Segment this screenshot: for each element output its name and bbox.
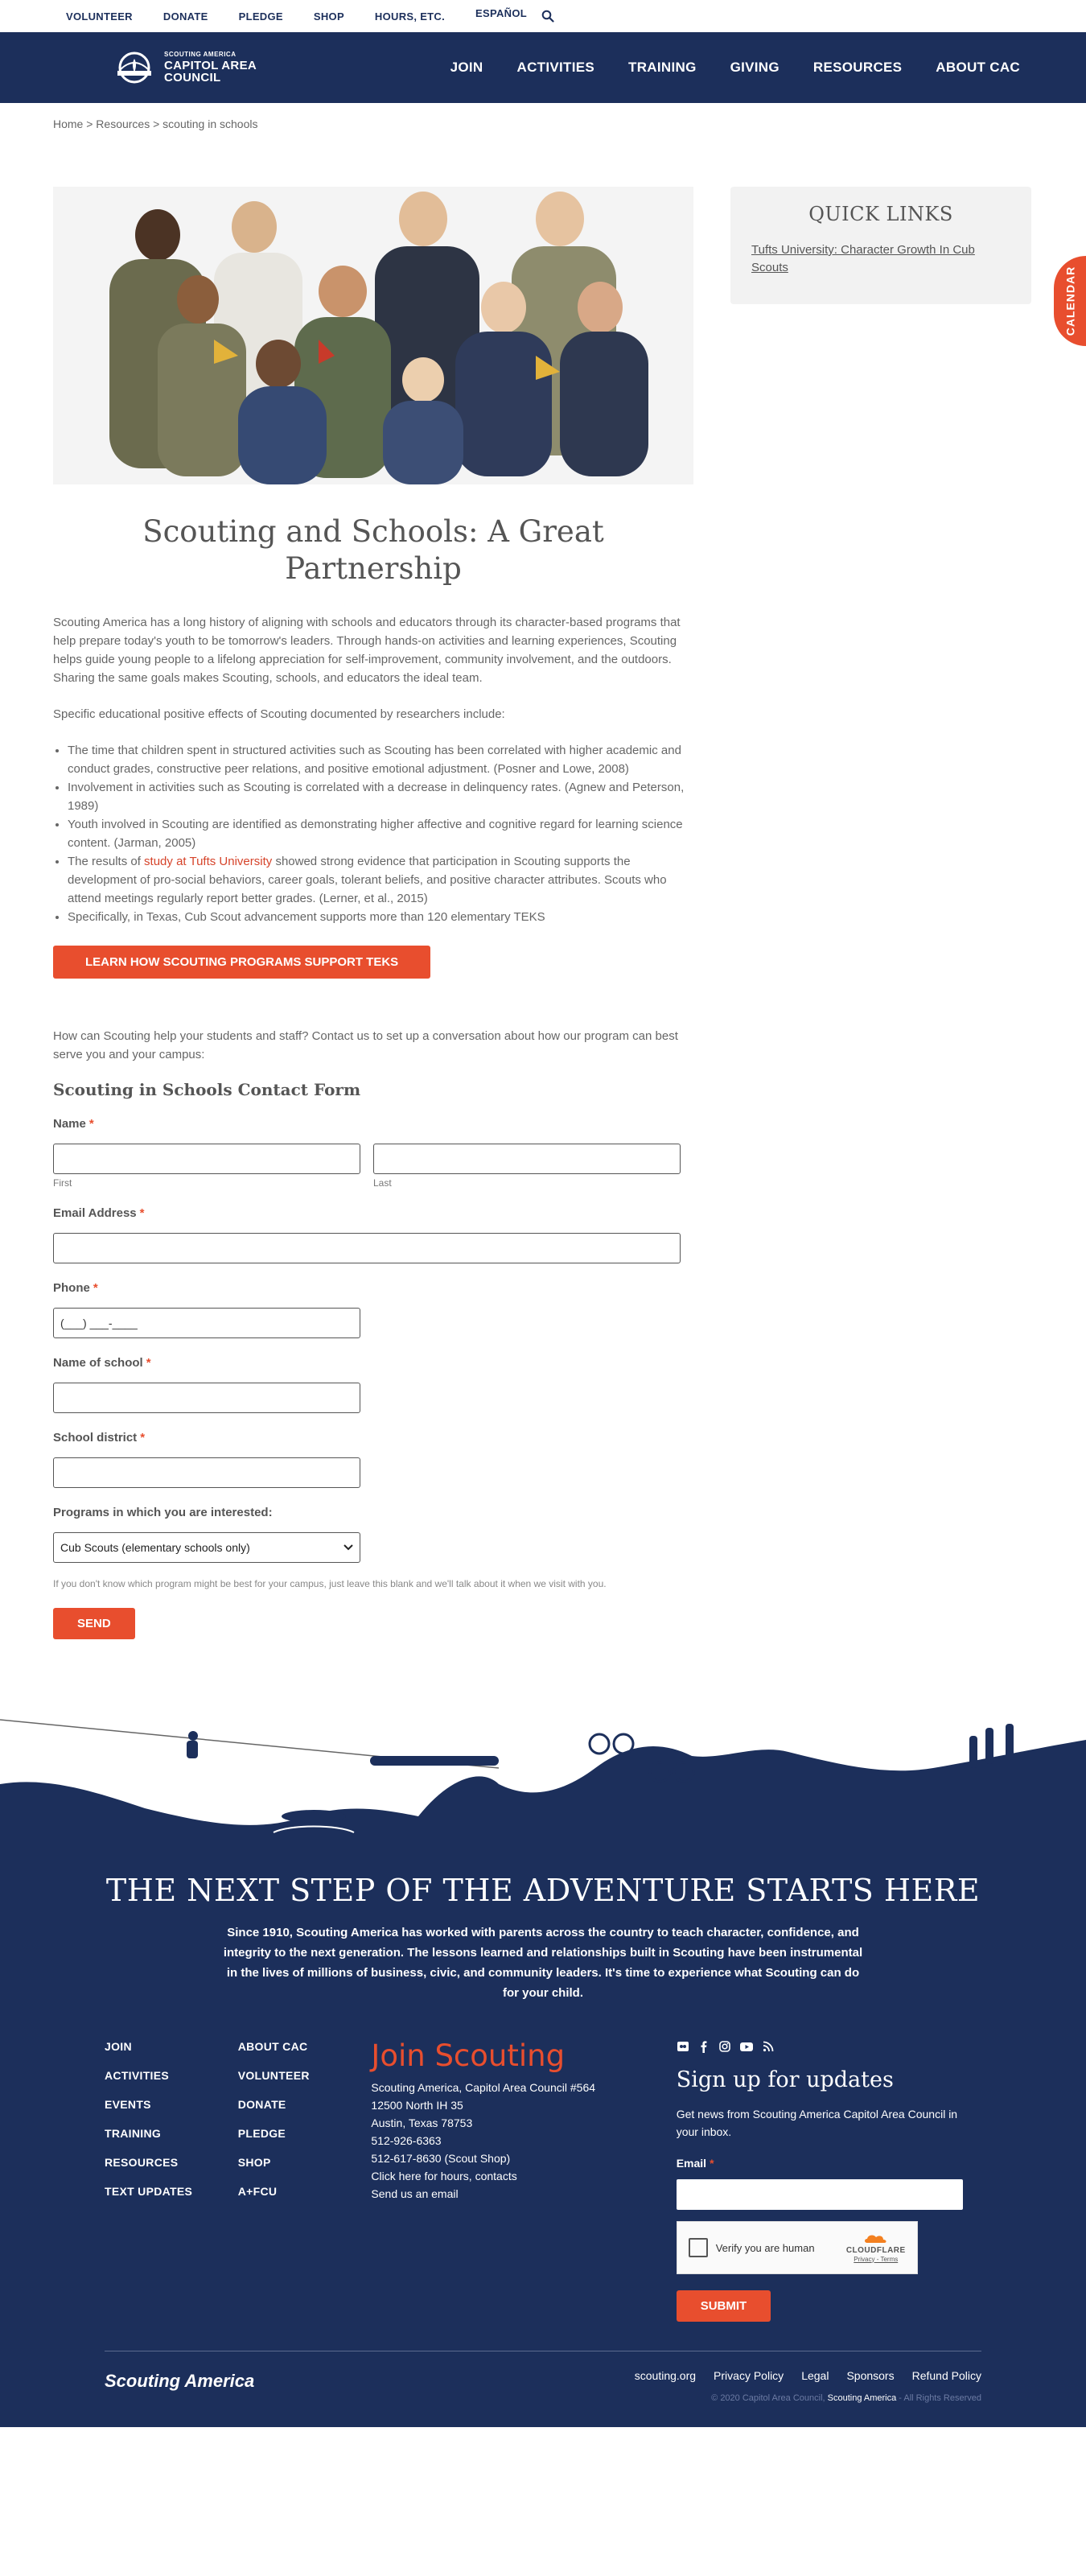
email-label: Email Address * xyxy=(53,1206,145,1220)
address-line: Austin, Texas 78753 xyxy=(371,2116,473,2129)
tufts-pre: The results of xyxy=(68,855,145,868)
instagram-icon[interactable] xyxy=(718,2040,731,2053)
first-name-input[interactable] xyxy=(53,1144,360,1174)
nav-activities[interactable]: ACTIVITIES xyxy=(516,60,595,75)
council-logo[interactable] xyxy=(111,52,257,84)
effect-item-tufts xyxy=(68,852,693,908)
footer-link-volunteer[interactable]: VOLUNTEER xyxy=(237,2069,310,2082)
nav-resources[interactable]: RESOURCES xyxy=(812,60,903,75)
teks-button[interactable]: LEARN HOW SCOUTING PROGRAMS SUPPORT TEKS xyxy=(53,946,430,979)
topbar-link-pledge[interactable]: PLEDGE xyxy=(238,10,283,23)
topbar-link-espanol[interactable]: ESPAÑOL xyxy=(475,6,527,19)
programs-group xyxy=(53,1506,693,1563)
school-label: Name of school * xyxy=(53,1356,151,1370)
captcha-checkbox[interactable] xyxy=(689,2238,708,2257)
footer-body xyxy=(0,1873,1086,2427)
school-group xyxy=(53,1356,693,1413)
footer-link-resources[interactable]: RESOURCES xyxy=(105,2156,179,2169)
footer-bottom-links xyxy=(635,2369,981,2382)
phone-group xyxy=(53,1281,693,1338)
logo-line2: CAPITOL AREA xyxy=(164,59,257,72)
required-marker: * xyxy=(88,1117,94,1131)
calendar-tab-label: CALENDAR xyxy=(1063,266,1076,336)
join-title[interactable]: Join Scouting xyxy=(371,2038,566,2073)
facebook-icon[interactable] xyxy=(697,2040,710,2053)
adventure-title: THE NEXT STEP OF THE ADVENTURE STARTS HERE xyxy=(105,1873,981,1908)
quick-links-title: QUICK LINKS xyxy=(808,203,953,225)
signup-title: Sign up for updates xyxy=(676,2067,894,2092)
content-column xyxy=(53,187,693,1639)
footer-col-2 xyxy=(238,2040,372,2322)
nav-giving[interactable]: GIVING xyxy=(730,60,780,75)
sidebar xyxy=(730,187,1031,1639)
footer-link-refund[interactable]: Refund Policy xyxy=(911,2369,981,2382)
quick-link-tufts[interactable]: Tufts University: Character Growth In Cub Scouts xyxy=(751,243,975,274)
effects-lead: Specific educational positive effects of Scouting documented by researchers include: xyxy=(53,707,505,721)
cloudflare-logo xyxy=(846,2232,906,2264)
send-button[interactable]: SEND xyxy=(53,1608,135,1639)
email-group xyxy=(53,1206,693,1263)
topbar-link-donate[interactable]: DONATE xyxy=(162,10,208,23)
logo-line3: COUNCIL xyxy=(164,71,221,84)
email-us-link[interactable]: Send us an email xyxy=(371,2187,459,2200)
name-group xyxy=(53,1117,693,1189)
programs-select[interactable] xyxy=(53,1532,360,1563)
site-footer xyxy=(0,1712,1086,2427)
last-sublabel: Last xyxy=(373,1177,392,1189)
signup-email-label: Email * xyxy=(676,2157,714,2170)
form-title: Scouting in Schools Contact Form xyxy=(53,1080,361,1099)
quick-links-box xyxy=(730,187,1031,304)
signup-text: Get news from Scouting America Capitol Area Council in your inbox. xyxy=(676,2108,958,2138)
nav-training[interactable]: TRAINING xyxy=(628,60,697,75)
shop-phone-line[interactable]: 512-617-8630 (Scout Shop) xyxy=(371,2152,511,2165)
footer-link-pledge[interactable]: PLEDGE xyxy=(237,2127,286,2140)
join-column xyxy=(371,2040,676,2322)
youtube-icon[interactable] xyxy=(739,2040,754,2053)
social-icons xyxy=(677,2040,981,2053)
effect-item: • Youth involved in Scouting are identified as demonstrating higher affective and cognitive regard for learning science content. (Jarman, 2005) xyxy=(68,815,693,852)
required-marker: * xyxy=(710,2157,714,2170)
breadcrumb[interactable]: Home > Resources > scouting in schools xyxy=(53,117,258,130)
captcha-privacy-terms[interactable]: Privacy - Terms xyxy=(854,2255,899,2263)
required-marker: * xyxy=(146,1356,151,1370)
nav-about[interactable]: ABOUT CAC xyxy=(936,60,1020,75)
required-marker: * xyxy=(139,1206,145,1220)
copyright-brand: Scouting America xyxy=(827,2393,897,2403)
signup-column xyxy=(677,2040,981,2322)
program-note: If you don't know which program might be best for your campus, just leave this blank and we'll talk about it when we visit with you. xyxy=(53,1578,607,1589)
hero-photo-scouts xyxy=(53,187,693,484)
phone-line[interactable]: 512-926-6363 xyxy=(371,2134,442,2147)
programs-selected: Cub Scouts (elementary schools only) xyxy=(60,1541,250,1554)
copyright: © 2020 Capitol Area Council, Scouting America - All Rights Reserved xyxy=(711,2393,981,2403)
address-line: Scouting America, Capitol Area Council #564 xyxy=(371,2081,596,2094)
captcha-widget xyxy=(677,2221,918,2274)
rss-icon[interactable] xyxy=(762,2040,775,2053)
footer-link-privacy[interactable]: Privacy Policy xyxy=(714,2369,784,2382)
site-header xyxy=(0,32,1086,103)
footer-link-donate[interactable]: DONATE xyxy=(237,2098,286,2111)
footer-link-sponsors[interactable]: Sponsors xyxy=(846,2369,895,2382)
fleur-de-lis-emblem-icon xyxy=(111,52,158,84)
first-sublabel: First xyxy=(53,1177,72,1189)
footer-link-scouting-org[interactable]: scouting.org xyxy=(634,2369,697,2382)
footer-link-afcu[interactable]: A+FCU xyxy=(237,2185,278,2198)
effect-item: • Involvement in activities such as Scouting is correlated with a decrease in delinquency rates. (Agnew and Peterson, 1989) xyxy=(68,778,693,815)
district-input[interactable] xyxy=(53,1457,360,1488)
main-nav xyxy=(450,60,1020,76)
search-icon[interactable] xyxy=(541,10,554,23)
footer-link-legal[interactable]: Legal xyxy=(801,2369,829,2382)
footer-bottom xyxy=(105,2369,981,2403)
tufts-study-link[interactable]: study at Tufts University xyxy=(144,855,273,868)
tufts-post: showed strong evidence that participation in Scouting supports the development of pro-social behaviors, career goals, tolerant beliefs, and positive character attributes. Scouts who attend meetings regularly report better grades. (Lerner, et al., 2015) xyxy=(68,855,667,905)
district-label: School district * xyxy=(53,1431,146,1445)
footer-col-1 xyxy=(105,2040,238,2322)
school-input[interactable] xyxy=(53,1383,360,1413)
effects-list xyxy=(53,741,693,926)
utility-bar xyxy=(0,0,1086,32)
footer-link-join[interactable]: JOIN xyxy=(105,2040,132,2053)
chevron-down-icon xyxy=(343,1544,353,1551)
footer-columns xyxy=(105,2040,981,2322)
footer-link-about[interactable]: ABOUT CAC xyxy=(237,2040,308,2053)
hours-link[interactable]: Click here for hours, contacts xyxy=(371,2170,517,2182)
logo-line1: SCOUTING AMERICA xyxy=(164,51,237,58)
intro-paragraph: Scouting America has a long history of aligning with schools and educators through its character-based programs that help prepare today's youth to be tomorrow's leaders. Through hands-on activities and learning experiences, Scouting helps guide young people to a lifelong appreciation for self-improvement, community involvement, and the outdoors. Sharing the same goals makes Scouting, schools, and educators the ideal team. xyxy=(53,616,681,685)
captcha-label: Verify you are human xyxy=(715,2241,815,2254)
main-area xyxy=(0,130,1086,1639)
name-label: Name * xyxy=(53,1117,94,1131)
footer-link-events[interactable]: EVENTS xyxy=(105,2098,151,2111)
topbar-link-hours[interactable]: HOURS, ETC. xyxy=(374,10,446,23)
required-marker: * xyxy=(93,1281,98,1295)
adventure-silhouette-scene xyxy=(0,1712,1086,1889)
scouting-america-logo[interactable]: Scouting America xyxy=(105,2371,255,2391)
page-title: Scouting and Schools: A Great Partnership xyxy=(142,514,604,586)
last-name-input[interactable] xyxy=(373,1144,681,1174)
phone-input[interactable] xyxy=(53,1308,360,1338)
nav-join[interactable]: JOIN xyxy=(450,60,483,75)
programs-label: Programs in which you are interested: xyxy=(53,1506,273,1519)
adventure-text: Since 1910, Scouting America has worked with parents across the country to teach character, confidence, and integrity to the next generation. The lessons learned and relationships built in Scouting have been instrumental in the lives of millions of business, civic, and community leaders. It's time to experience what Scouting can do for your child. xyxy=(223,1926,863,2000)
contact-cta: How can Scouting help your students and staff? Contact us to set up a conversation about how our program can best serve you and your campus: xyxy=(53,1029,678,1061)
signup-email-input[interactable] xyxy=(677,2179,963,2210)
topbar-link-volunteer[interactable]: VOLUNTEER xyxy=(66,10,133,23)
cloudflare-name: CLOUDFLARE xyxy=(845,2245,906,2255)
flickr-icon[interactable] xyxy=(677,2040,689,2053)
effect-item: • The time that children spent in structured activities such as Scouting has been correlated with higher academic and conduct grades, constructive peer relations, and positive emotional adjustment. (Posner and Lowe, 2008) xyxy=(68,741,693,778)
footer-link-text-updates[interactable]: TEXT UPDATES xyxy=(105,2185,193,2198)
footer-link-activities[interactable]: ACTIVITIES xyxy=(105,2069,170,2082)
footer-link-training[interactable]: TRAINING xyxy=(105,2127,162,2140)
district-group xyxy=(53,1431,693,1488)
email-input[interactable] xyxy=(53,1233,681,1263)
required-marker: * xyxy=(140,1431,146,1445)
topbar-link-shop[interactable]: SHOP xyxy=(313,10,344,23)
phone-label: Phone * xyxy=(53,1281,98,1295)
address-line: 12500 North IH 35 xyxy=(371,2099,463,2112)
effect-item: • Specifically, in Texas, Cub Scout advancement supports more than 120 elementary TEKS xyxy=(68,908,693,926)
cloud-icon xyxy=(862,2232,890,2244)
signup-submit-button[interactable]: SUBMIT xyxy=(677,2290,771,2322)
footer-link-shop[interactable]: SHOP xyxy=(237,2156,271,2169)
